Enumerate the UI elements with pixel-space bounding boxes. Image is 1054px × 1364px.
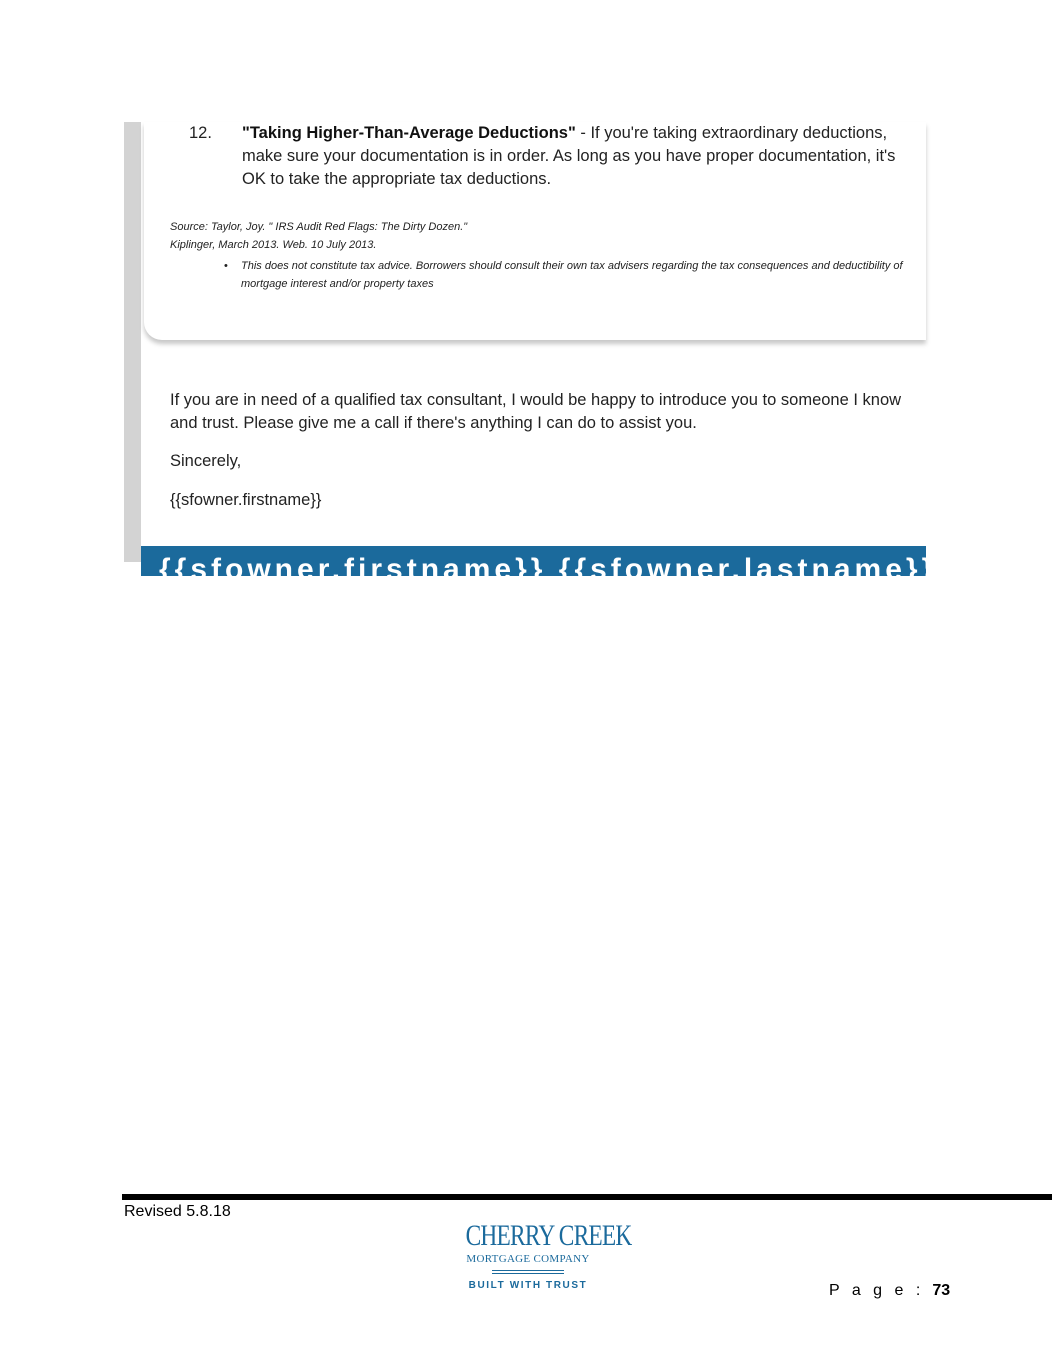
company-logo: [448, 1219, 632, 1300]
embedded-email-screenshot: [124, 122, 938, 586]
list-item-body: - If you're taking extraordinary deductions, make sure your documentation is in order. As long as you have proper documentation, it's OK to take the appropriate tax deductions.: [242, 124, 896, 188]
disclaimer-text: This does not constitute tax advice. Borrowers should consult their own tax advisers regarding the tax consequences and deductibility of mortgage interest and/or property taxes: [241, 260, 903, 290]
sign-off: Sincerely,: [170, 452, 242, 470]
page-number: [829, 1282, 950, 1300]
source-line-1: Source: Taylor, Joy. " IRS Audit Red Flags: The Dirty Dozen.": [170, 221, 468, 233]
signature-placeholder: {{sfowner.firstname}}: [170, 491, 322, 509]
list-item-number: 12.: [189, 124, 212, 142]
page-number-value: 73: [932, 1282, 951, 1299]
logo-name: CHERRY CREEK: [465, 1219, 632, 1252]
source-line-2: Kiplinger, March 2013. Web. 10 July 2013.: [170, 239, 377, 251]
content-card: [144, 122, 926, 340]
page-label: P a g e :: [829, 1282, 925, 1299]
bullet-dot: •: [224, 260, 228, 272]
list-item-heading: "Taking Higher-Than-Average Deductions": [242, 124, 576, 142]
logo-tagline: BUILT WITH TRUST: [468, 1280, 588, 1291]
revision-date: Revised 5.8.18: [124, 1203, 231, 1220]
banner-text: {{sfowner.firstname}} {{sfowner.lastname}}: [159, 553, 938, 586]
source-citation: [170, 218, 467, 254]
screenshot-sidebar: [124, 122, 141, 562]
logo-subtitle: MORTGAGE COMPANY: [466, 1253, 590, 1265]
list-item-text: [242, 122, 922, 191]
closing-paragraph: If you are in need of a qualified tax consultant, I would be happy to introduce you to someone I know and trust. Please give me a call if there's anything I can do to assist you.: [170, 391, 902, 432]
logo-rule: [492, 1270, 564, 1274]
footer-divider: [122, 1194, 1052, 1200]
signature-banner: [141, 546, 938, 586]
